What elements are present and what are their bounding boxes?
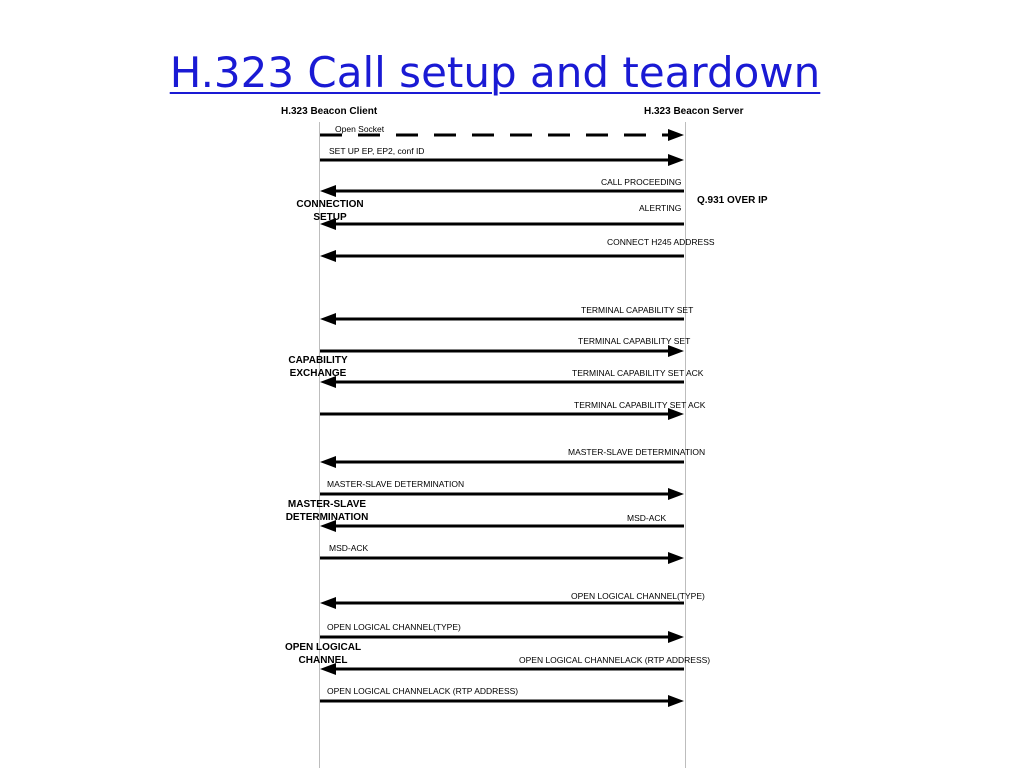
phase-label: CONNECTION SETUP [296, 199, 364, 223]
message-label: MSD-ACK [627, 513, 667, 523]
arrowhead [320, 456, 336, 468]
phase-label: CAPABILITY EXCHANGE [288, 355, 348, 379]
arrowhead [668, 695, 684, 707]
arrowhead [668, 552, 684, 564]
message-label: TERMINAL CAPABILITY SET [578, 336, 691, 346]
message-label: Open Socket [335, 124, 385, 134]
phase-label: Q.931 OVER IP [697, 195, 768, 206]
message-label: CONNECT H245 ADDRESS [607, 237, 715, 247]
arrowhead [668, 129, 684, 141]
message-label: OPEN LOGICAL CHANNELACK (RTP ADDRESS) [519, 655, 711, 665]
slide-title: H.323 Call setup and teardown [169, 48, 821, 97]
message-arrow [320, 456, 684, 468]
client-actor-label: H.323 Beacon Client [281, 106, 378, 117]
message-label: MSD-ACK [329, 543, 369, 553]
phase-label: OPEN LOGICAL CHANNEL [284, 642, 362, 666]
message-label: TERMINAL CAPABILITY SET [581, 305, 694, 315]
arrowhead [320, 250, 336, 262]
message-arrow [320, 552, 684, 564]
arrowhead [668, 345, 684, 357]
arrowhead [668, 488, 684, 500]
message-label: OPEN LOGICAL CHANNEL(TYPE) [327, 622, 461, 632]
message-arrow [320, 695, 684, 707]
server-actor-label: H.323 Beacon Server [644, 106, 744, 117]
arrowhead [668, 154, 684, 166]
arrowhead [320, 313, 336, 325]
arrowhead [668, 631, 684, 643]
message-label: SET UP EP, EP2, conf ID [329, 146, 425, 156]
message-label: TERMINAL CAPABILITY SET ACK [572, 368, 704, 378]
message-label: ALERTING [639, 203, 682, 213]
arrowhead [320, 185, 336, 197]
message-label: MASTER-SLAVE DETERMINATION [327, 479, 465, 489]
message-label: TERMINAL CAPABILITY SET ACK [574, 400, 706, 410]
arrowhead [320, 597, 336, 609]
message-label: MASTER-SLAVE DETERMINATION [568, 447, 706, 457]
message-arrow [320, 250, 684, 262]
message-label: OPEN LOGICAL CHANNEL(TYPE) [571, 591, 705, 601]
phase-label: MASTER-SLAVE DETERMINATION [285, 499, 369, 523]
message-label: OPEN LOGICAL CHANNELACK (RTP ADDRESS) [327, 686, 519, 696]
message-label: CALL PROCEEDING [601, 177, 682, 187]
